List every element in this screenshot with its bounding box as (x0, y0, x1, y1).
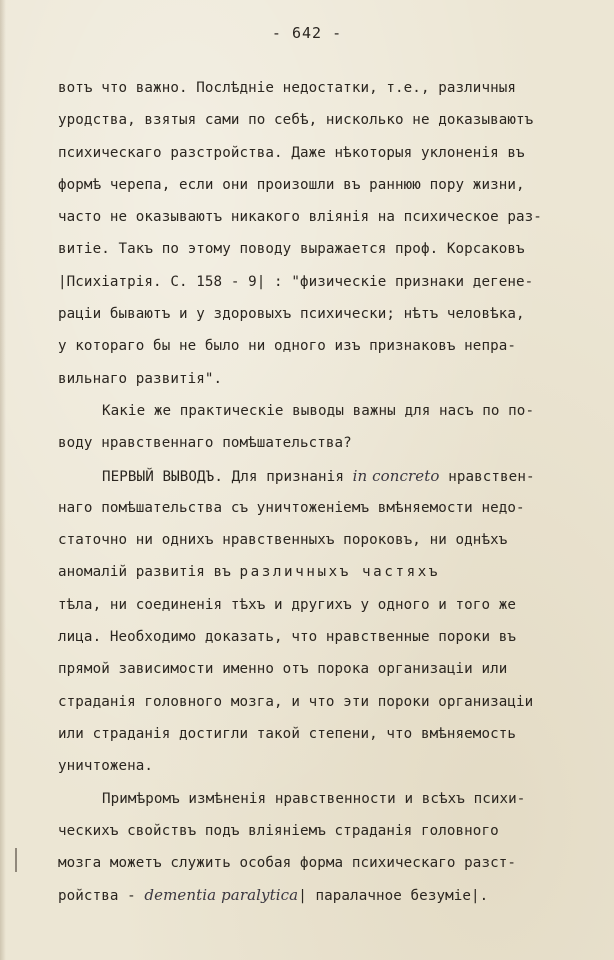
paragraph-start-line: Примѣромъ измѣненія нравственности и всѣхъ психи- (102, 790, 526, 807)
text-fragment: ройства - (58, 888, 145, 905)
text-line: или страданія достигли такой степени, что вмѣняемость (58, 725, 517, 742)
document-body (58, 72, 610, 912)
text-line: формѣ черепа, если они произошли въ раннюю пору жизни, (58, 176, 525, 193)
margin-mark (15, 848, 17, 872)
page-edge-shadow (0, 0, 6, 960)
text-fragment: | паралачное безуміе|. (298, 888, 489, 905)
text-line: статочно ни однихъ нравственныхъ пороковъ, ни однѣхъ (58, 532, 508, 549)
text-line: воду нравственнаго помѣшательства? (58, 435, 352, 452)
spaced-text-fragment: различныхъ частяхъ (239, 564, 441, 581)
handwritten-insertion-dementia-paralytica: dementia paralytica (144, 886, 299, 905)
text-fragment: аномалій развитія въ (58, 564, 240, 581)
text-line: прямой зависимости именно отъ порока организаціи или (58, 661, 508, 678)
paragraph-start-line: Какіе же практическіе выводы важны для насъ по по- (102, 402, 535, 419)
text-line: психическаго разстройства. Даже нѣкоторыя уклоненія въ (58, 144, 525, 161)
text-fragment: нравствен- (439, 468, 535, 485)
text-line: ческихъ свойствъ подъ вліяніемъ страданія головного (58, 822, 499, 839)
handwritten-insertion-in-concreto: in concreto (352, 466, 440, 485)
text-line (58, 879, 610, 911)
text-line: часто не оказываютъ никакого вліянія на психическое раз- (58, 209, 542, 226)
text-line: тѣла, ни соединенія тѣхъ и другихъ у одного и того же (58, 596, 517, 613)
text-line: витіе. Такъ по этому поводу выражается проф. Корсаковъ (58, 241, 525, 258)
text-line: уничтожена. (58, 758, 154, 775)
first-conclusion-heading: ПЕРВЫЙ ВЫВОДЪ. Для признанія (102, 468, 353, 485)
text-line: у котораго бы не было ни одного изъ признаковъ непра- (58, 338, 517, 355)
text-line: вотъ что важно. Послѣдніе недостатки, т.е., различныя (58, 80, 517, 96)
text-line (58, 556, 610, 588)
text-line: наго помѣшательства съ уничтоженіемъ вмѣняемости недо- (58, 499, 525, 516)
text-line: лица. Необходимо доказать, что нравственные пороки въ (58, 629, 517, 646)
page-number: - 642 - (271, 24, 343, 42)
text-line: раціи бываютъ и у здоровыхъ психически; нѣтъ человѣка, (58, 306, 525, 323)
text-line: мозга можетъ служить особая форма психическаго разст- (58, 855, 517, 872)
first-conclusion-line (58, 460, 610, 492)
text-line: страданія головного мозга, и что эти пороки организаціи (58, 693, 534, 710)
text-line: вильнаго развитія". (58, 370, 223, 387)
text-line: уродства, взятыя сами по себѣ, нисколько не доказываютъ (58, 112, 534, 129)
text-line: |Психіатрія. С. 158 - 9| : "физическіе признаки дегене- (58, 273, 534, 290)
